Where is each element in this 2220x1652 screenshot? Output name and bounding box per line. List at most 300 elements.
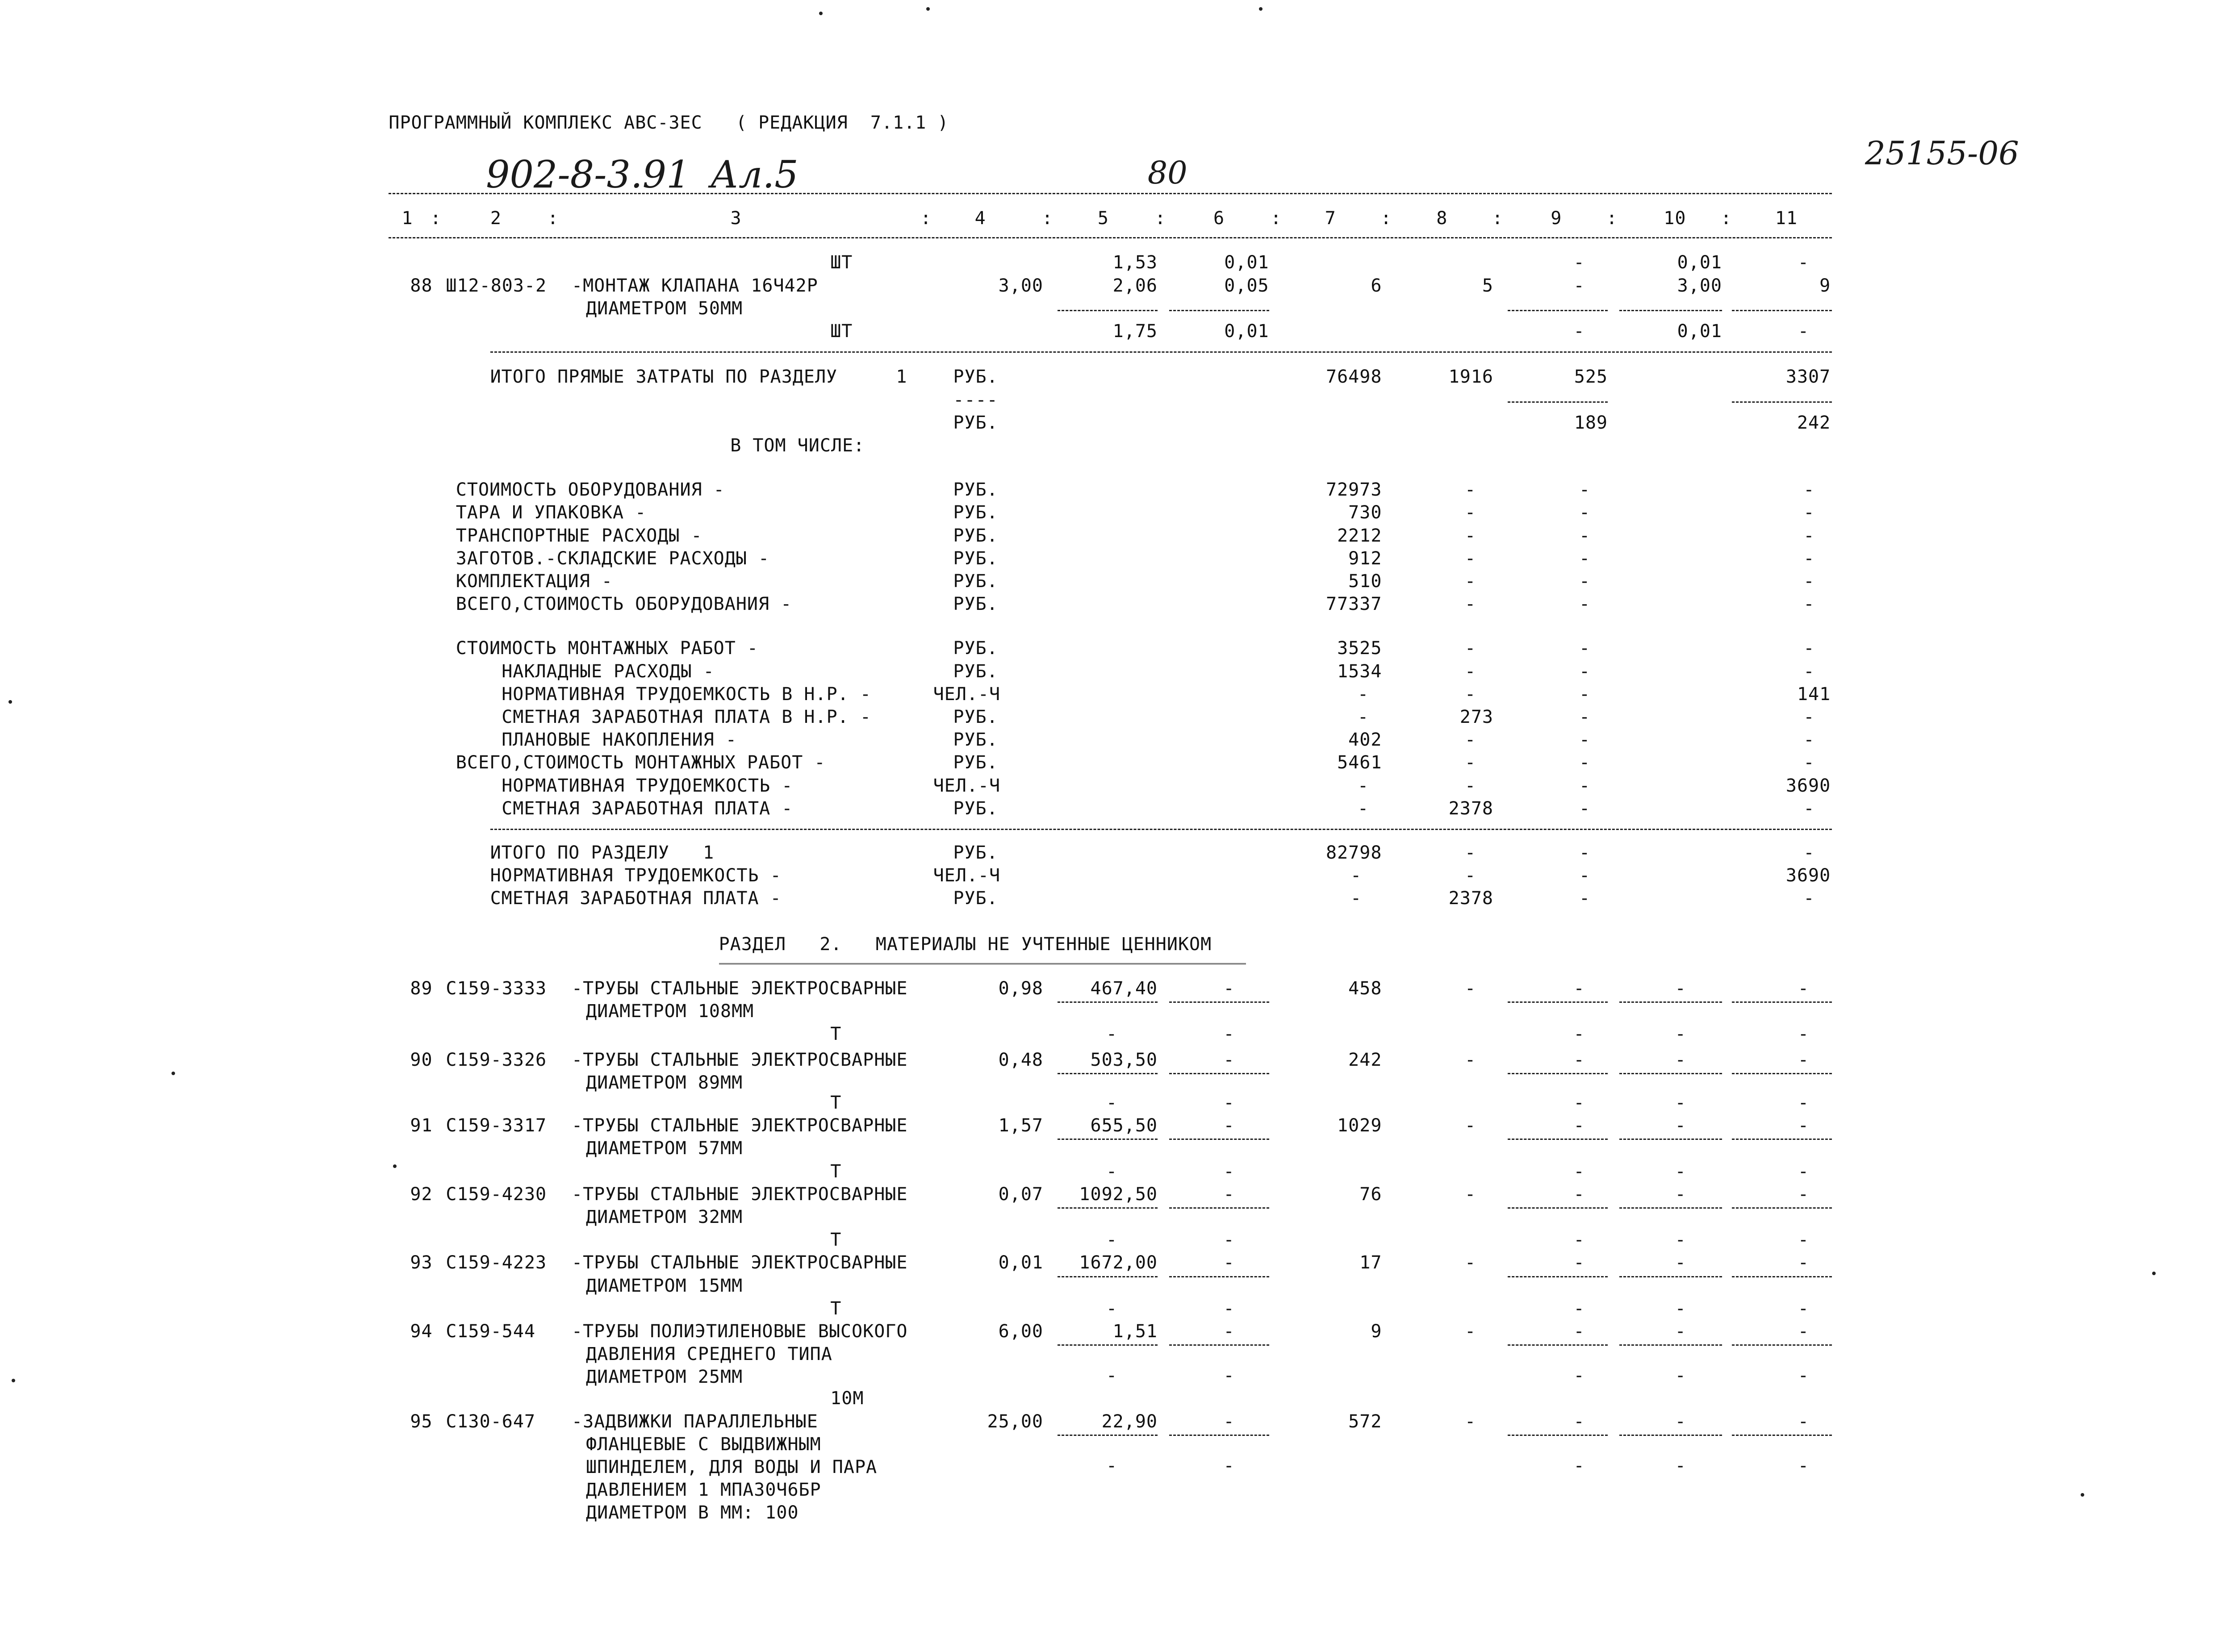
scan-speck [12,1379,15,1382]
breakdown-label: НОРМАТИВНАЯ ТРУДОЕМКОСТЬ - [502,775,793,796]
cell-c7: - [1358,798,1369,819]
scan-speck [1259,7,1263,11]
subtotal-rule [1508,1073,1608,1074]
unit: ЧЕЛ.-Ч [933,775,1001,796]
unit: РУБ. [953,525,998,546]
unit: Т [830,1024,842,1045]
cell-c11: - [1803,752,1815,773]
header-rule-bottom [389,237,1832,238]
subtotal-rule [1058,1435,1158,1436]
unit: РУБ. [953,888,998,909]
cell-c8: - [1465,775,1476,796]
scan-speck [171,1072,175,1075]
cell-c7: 2212 [1337,525,1382,546]
unit: РУБ. [953,843,998,863]
item-code: С159-3326 [446,1050,547,1070]
cell-c11: - [1798,321,1809,342]
cell-c10: - [1675,1184,1686,1205]
cell-c10: 3,00 [1677,275,1722,296]
unit: РУБ. [953,412,998,433]
subtotal-rule [1058,1001,1158,1003]
column-number: 11 [1775,208,1798,229]
cell-c11: - [1798,1321,1809,1342]
cell-c11: - [1798,1161,1809,1182]
direct-total-section: 1 [896,367,907,388]
unit: РУБ. [953,367,998,388]
scan-speck [819,12,823,15]
cell-c7: - [1358,775,1369,796]
cell-c4: 0,01 [998,1252,1043,1273]
item-code: С159-4230 [446,1184,547,1205]
album-number: Ал.5 [710,153,799,197]
cell-c6: - [1223,1298,1235,1319]
subtotal-rule [1619,310,1722,311]
cell-c10: - [1675,1321,1686,1342]
cell-c11: - [1798,252,1809,273]
breakdown-label: ТАРА И УПАКОВКА - [456,502,647,523]
cell-c11: - [1798,1050,1809,1070]
cell-c6: - [1223,1365,1235,1386]
cell-c11: - [1798,1184,1809,1205]
cell-c11: - [1798,1365,1809,1386]
subtotal-rule [1619,1344,1722,1346]
unit: ШТ [830,321,853,342]
subtotal-rule [1732,1344,1832,1346]
subtotal-rule [1508,1344,1608,1346]
cell-c9: - [1573,1455,1585,1476]
item-name: ШПИНДЕЛЕМ, ДЛЯ ВОДЫ И ПАРА [586,1457,878,1477]
cell-c7: 76 [1359,1184,1382,1205]
unit: РУБ. [953,594,998,615]
item-code: С130-647 [446,1411,536,1432]
cell-c8: - [1465,752,1476,773]
cell-c8: - [1465,638,1476,659]
cell-c5: 503,50 [1090,1050,1158,1070]
cell-c11: - [1803,502,1815,523]
cell-c8: - [1465,502,1476,523]
cell-c10: - [1675,1252,1686,1273]
column-separator: : [547,208,559,229]
cell-c10: - [1675,1455,1686,1476]
item-name: -ТРУБЫ СТАЛЬНЫЕ ЭЛЕКТРОСВАРНЫЕ [572,1184,908,1205]
cell-c8: - [1465,1252,1476,1273]
cell-c8: - [1465,1050,1476,1070]
cell-c11: - [1803,480,1815,501]
cell-c11: - [1803,548,1815,569]
item-code: С159-3317 [446,1115,547,1136]
cell-c9: - [1579,525,1591,546]
item-code: Ш12-803-2 [446,275,547,296]
unit: 10М [830,1388,864,1409]
cell-c9: 525 [1574,367,1608,388]
subtotal-rule [1058,1073,1158,1074]
subtotal-rule [1169,310,1269,311]
cell-c10: - [1675,1161,1686,1182]
unit: РУБ. [953,752,998,773]
item-name: -ЗАДВИЖКИ ПАРАЛЛЕЛЬНЫЕ [572,1411,818,1432]
cell-c7: - [1358,684,1369,705]
cell-c7: 572 [1348,1411,1382,1432]
cell-c5: - [1106,1230,1118,1251]
unit: Т [830,1298,842,1319]
cell-c8: - [1465,1184,1476,1205]
cell-c4: 3,00 [998,275,1043,296]
cell-c5: - [1106,1161,1118,1182]
subtotal-rule [1058,1139,1158,1140]
breakdown-label: СМЕТНАЯ ЗАРАБОТНАЯ ПЛАТА - [502,798,793,819]
column-separator: : [1271,208,1282,229]
breakdown-label: СТОИМОСТЬ МОНТАЖНЫХ РАБОТ - [456,638,759,659]
unit: РУБ. [953,548,998,569]
cell-c11: - [1803,594,1815,615]
dash-line: ---- [953,389,998,410]
breakdown-label: НАКЛАДНЫЕ РАСХОДЫ - [502,661,715,682]
unit: ЧЕЛ.-Ч [933,684,1001,705]
subtotal-rule [1058,1207,1158,1209]
item-name: ФЛАНЦЕВЫЕ С ВЫДВИЖНЫМ [586,1434,821,1455]
cell-c8: - [1465,1411,1476,1432]
cell-c11: - [1798,1411,1809,1432]
cell-c11: - [1803,798,1815,819]
cell-c7: 17 [1359,1252,1382,1273]
cell-c8: - [1465,480,1476,501]
cell-c5: 22,90 [1101,1411,1158,1432]
cell-c5: - [1106,1365,1118,1386]
cell-c9: - [1573,1321,1585,1342]
item-number: 88 [410,275,433,296]
item-number: 90 [410,1050,433,1070]
subtotal-rule [1732,1207,1832,1209]
cell-c6: - [1223,1455,1235,1476]
cell-c9: - [1573,1161,1585,1182]
cell-c8: - [1465,1115,1476,1136]
cell-c5: 467,40 [1090,978,1158,999]
cell-c5: 2,06 [1112,275,1158,296]
item-number: 94 [410,1321,433,1342]
cell-c5: - [1106,1024,1118,1045]
subtotal-rule [1732,401,1832,403]
cell-c8: - [1465,684,1476,705]
section-total-label: ИТОГО ПО РАЗДЕЛУ 1 [490,843,715,863]
cell-c9: - [1573,1184,1585,1205]
subtotal-rule [1169,1435,1269,1436]
column-number: 7 [1325,208,1336,229]
cell-c9: - [1579,752,1591,773]
cell-c11: - [1803,525,1815,546]
subtotal-rule [1169,1276,1269,1277]
item-name: -ТРУБЫ СТАЛЬНЫЕ ЭЛЕКТРОСВАРНЫЕ [572,978,908,999]
item-name: ДИАМЕТРОМ 57ММ [586,1138,743,1159]
subtotal-rule [1732,1073,1832,1074]
cell-c6: - [1223,1024,1235,1045]
item-name: -ТРУБЫ СТАЛЬНЫЕ ЭЛЕКТРОСВАРНЫЕ [572,1252,908,1273]
item-code: С159-3333 [446,978,547,999]
cell-c9: - [1573,1411,1585,1432]
cell-c6: - [1223,1411,1235,1432]
item-name: ДИАМЕТРОМ В ММ: 100 [586,1502,799,1523]
cell-c8: - [1465,730,1476,751]
cell-c11: - [1803,707,1815,727]
cell-c10: - [1675,1411,1686,1432]
cell-c7: 3525 [1337,638,1382,659]
cell-c10: - [1675,978,1686,999]
cell-c10: 0,01 [1677,321,1722,342]
stamp-code: 25155-06 [1865,134,2019,172]
cell-c8: - [1465,571,1476,592]
section-total-label: СМЕТНАЯ ЗАРАБОТНАЯ ПЛАТА - [490,888,782,909]
item-name: -ТРУБЫ СТАЛЬНЫЕ ЭЛЕКТРОСВАРНЫЕ [572,1115,908,1136]
cell-c11: - [1803,730,1815,751]
unit: ЧЕЛ.-Ч [933,865,1001,886]
doc-code: 902-8-3.91 [486,153,690,197]
unit: РУБ. [953,661,998,682]
subtotal-rule [1619,1001,1722,1003]
unit: РУБ. [953,730,998,751]
cell-c11: - [1798,1115,1809,1136]
item-name: ДИАМЕТРОМ 32ММ [586,1207,743,1227]
cell-c9: - [1573,252,1585,273]
cell-c9: - [1579,775,1591,796]
cell-c5: 655,50 [1090,1115,1158,1136]
cell-c11: 141 [1797,684,1831,705]
cell-c5: 1,75 [1112,321,1158,342]
cell-c11: 3690 [1785,865,1831,886]
cell-c11: - [1803,571,1815,592]
cell-c8: 5 [1482,275,1493,296]
cell-c9: - [1579,594,1591,615]
cell-c4: 1,57 [998,1115,1043,1136]
scan-speck [926,7,930,11]
program-title: ПРОГРАММНЫЙ КОМПЛЕКС АВС-3ЕС ( РЕДАКЦИЯ 7.1.1 ) [389,112,949,133]
cell-c9: - [1579,480,1591,501]
cell-c7: 76498 [1325,367,1382,388]
column-separator: : [430,208,442,229]
cell-c4: 0,48 [998,1050,1043,1070]
cell-c11: - [1798,1252,1809,1273]
cell-c9: - [1579,730,1591,751]
column-separator: : [1154,208,1166,229]
column-number: 2 [490,208,502,229]
cell-c7: - [1350,888,1362,909]
column-separator: : [920,208,932,229]
cell-c7: 77337 [1325,594,1382,615]
subtotal-rule [1508,1207,1608,1209]
subtotal-rule [1169,1073,1269,1074]
cell-c10: - [1675,1093,1686,1113]
subtotal-rule [1508,1276,1608,1277]
column-separator: : [1606,208,1618,229]
cell-c7: 72973 [1325,480,1382,501]
cell-c11: - [1798,1093,1809,1113]
cell-c9: - [1573,1298,1585,1319]
cell-c7: 9 [1371,1321,1382,1342]
cell-c11: - [1803,888,1815,909]
cell-c6: - [1223,1050,1235,1070]
cell-c8: 273 [1459,707,1493,727]
cell-c8: - [1465,865,1476,886]
unit: Т [830,1161,842,1182]
cell-c9: - [1573,978,1585,999]
cell-c6: 0,01 [1224,252,1269,273]
direct-total-label: ИТОГО ПРЯМЫЕ ЗАТРАТЫ ПО РАЗДЕЛУ [490,367,838,388]
cell-c7: 1029 [1337,1115,1382,1136]
column-number: 6 [1213,208,1225,229]
cell-c4: 0,07 [998,1184,1043,1205]
cell-c10: - [1675,1050,1686,1070]
cell-c9: - [1573,1093,1585,1113]
cell-c7: - [1358,707,1369,727]
item-name: -ТРУБЫ СТАЛЬНЫЕ ЭЛЕКТРОСВАРНЫЕ [572,1050,908,1070]
cell-c7: 5461 [1337,752,1382,773]
column-separator: : [1380,208,1392,229]
item-name: ДИАМЕТРОМ 89ММ [586,1072,743,1093]
column-number: 5 [1097,208,1109,229]
cell-c9: - [1573,275,1585,296]
cell-c5: 1672,00 [1079,1252,1158,1273]
unit: РУБ. [953,502,998,523]
cell-c9: - [1573,1050,1585,1070]
cell-c5: 1,51 [1112,1321,1158,1342]
item-name: -ТРУБЫ ПОЛИЭТИЛЕНОВЫЕ ВЫСОКОГО [572,1321,908,1342]
item-name-cont: ДИАМЕТРОМ 50ММ [586,298,743,319]
cell-c7: 1534 [1337,661,1382,682]
cell-c8: 2378 [1448,888,1493,909]
item-name: ДИАМЕТРОМ 108ММ [586,1001,754,1022]
item-name: -МОНТАЖ КЛАПАНА 16Ч42Р [572,275,818,296]
cell-c10: - [1675,1298,1686,1319]
cell-c10: 0,01 [1677,252,1722,273]
subtotal-rule [1732,1139,1832,1140]
subtotal-rule [1619,1139,1722,1140]
cell-c8: - [1465,843,1476,863]
scan-speck [2081,1493,2084,1497]
cell-c11: - [1798,1024,1809,1045]
item-number: 91 [410,1115,433,1136]
header-rule-top [389,193,1832,194]
cell-c10: - [1675,1115,1686,1136]
breakdown-label: КОМПЛЕКТАЦИЯ - [456,571,613,592]
cell-c8: - [1465,548,1476,569]
column-number: 3 [730,208,742,229]
section-rule [490,351,1832,353]
breakdown-label: ЗАГОТОВ.-СКЛАДСКИЕ РАСХОДЫ - [456,548,770,569]
title-underline [719,963,1246,964]
cell-c11: 3307 [1785,367,1831,388]
sheet-number: 80 [1147,154,1187,191]
subtotal-rule [1508,1139,1608,1140]
scan-speck [8,700,12,704]
cell-c9: - [1579,888,1591,909]
cell-c6: - [1223,1115,1235,1136]
column-number: 4 [974,208,986,229]
cell-c9: 189 [1574,412,1608,433]
subtotal-rule [1058,1344,1158,1346]
scan-speck [393,1164,397,1168]
cell-c8: - [1465,594,1476,615]
cell-c6: 0,05 [1224,275,1269,296]
cell-c6: - [1223,1321,1235,1342]
cell-c9: - [1573,1115,1585,1136]
subtotal-rule [1169,1139,1269,1140]
section2-title: РАЗДЕЛ 2. МАТЕРИАЛЫ НЕ УЧТЕННЫЕ ЦЕННИКОМ [719,934,1212,955]
subtotal-rule [1619,1435,1722,1436]
cell-c9: - [1579,798,1591,819]
cell-c9: - [1579,661,1591,682]
cell-c9: - [1579,843,1591,863]
cell-c7: 510 [1348,571,1382,592]
cell-c7: - [1350,865,1362,886]
breakdown-label: ВСЕГО,СТОИМОСТЬ ОБОРУДОВАНИЯ - [456,594,792,615]
subtotal-rule [1732,1276,1832,1277]
cell-c11: - [1798,1298,1809,1319]
subtotal-rule [1619,1073,1722,1074]
item-name: ДИАМЕТРОМ 15ММ [586,1275,743,1296]
column-separator: : [1721,208,1732,229]
scan-speck [2152,1272,2156,1275]
subtotal-rule [1169,1344,1269,1346]
cell-c8: - [1465,661,1476,682]
column-number: 8 [1436,208,1448,229]
item-number: 89 [410,978,433,999]
cell-c4: 6,00 [998,1321,1043,1342]
cell-c9: - [1573,1252,1585,1273]
item-name: ДАВЛЕНИЕМ 1 МПА30Ч6БР [586,1480,821,1501]
breakdown-label: СМЕТНАЯ ЗАРАБОТНАЯ ПЛАТА В Н.Р. - [502,707,871,727]
cell-c10: - [1675,1365,1686,1386]
unit: РУБ. [953,638,998,659]
cell-c6: 0,01 [1224,321,1269,342]
cell-c7: 730 [1348,502,1382,523]
unit: ШТ [830,252,853,273]
cell-c8: - [1465,525,1476,546]
subtotal-rule [1508,401,1608,403]
cell-c7: 912 [1348,548,1382,569]
breakdown-label: СТОИМОСТЬ ОБОРУДОВАНИЯ - [456,480,725,501]
cell-c11: 242 [1797,412,1831,433]
column-number: 1 [401,208,413,229]
item-name: ДАВЛЕНИЯ СРЕДНЕГО ТИПА [586,1344,832,1365]
subtotal-rule [1732,1001,1832,1003]
cell-c6: - [1223,1161,1235,1182]
section-total-label: НОРМАТИВНАЯ ТРУДОЕМКОСТЬ - [490,865,782,886]
cell-c10: - [1675,1230,1686,1251]
breakdown-label: ТРАНСПОРТНЫЕ РАСХОДЫ - [456,525,702,546]
breakdown-label: НОРМАТИВНАЯ ТРУДОЕМКОСТЬ В Н.Р. - [502,684,871,705]
item-number: 93 [410,1252,433,1273]
cell-c7: 82798 [1325,843,1382,863]
cell-c9: - [1573,1230,1585,1251]
unit: Т [830,1093,842,1113]
subtotal-rule [1508,1001,1608,1003]
cell-c9: - [1579,638,1591,659]
unit: РУБ. [953,571,998,592]
cell-c7: 458 [1348,978,1382,999]
cell-c8: 1916 [1448,367,1493,388]
breakdown-label: ВСЕГО,СТОИМОСТЬ МОНТАЖНЫХ РАБОТ - [456,752,826,773]
item-name: ДИАМЕТРОМ 25ММ [586,1367,743,1388]
cell-c10: - [1675,1024,1686,1045]
cell-c7: 242 [1348,1050,1382,1070]
section-rule [490,829,1832,830]
cell-c11: - [1803,843,1815,863]
cell-c9: - [1579,865,1591,886]
including-heading: В ТОМ ЧИСЛЕ: [730,435,865,456]
cell-c9: - [1579,684,1591,705]
unit: Т [830,1230,842,1251]
cell-c9: - [1579,707,1591,727]
subtotal-rule [1169,1207,1269,1209]
cell-c11: - [1798,1455,1809,1476]
